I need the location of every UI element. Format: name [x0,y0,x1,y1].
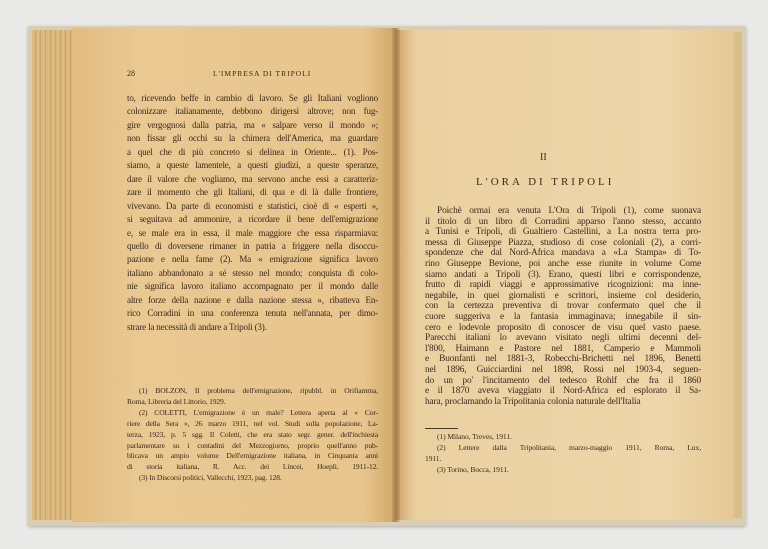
text-line: Parecchi italiani lo avevano visitato negli ultimi decenni del- [425,333,701,344]
text-line: messa di Giuseppe Piazza, studioso di cose coloniali (2), a corri- [425,237,701,248]
text-line: blicava un ampio volume Dell'emigrazione italiana, in Cinquanta anni [127,451,378,461]
text-line: Roma, Libreria del Littorio, 1929. [127,396,226,406]
text-line: do un po' l'incitamento del tedesco Rohlf che fra il 1860 [425,375,701,386]
text-line: a quel che di più concreto si delinea in Oriente... (1). Pos- [127,146,378,157]
text-line: to, ricevendo beffe in cambio di lavoro. Se gli Italiani vogliono [127,93,378,103]
text-line: a Tunisi e Tripoli, di Gualtiero Castellini, a La nostra terra pro- [425,227,701,238]
text-line: e il 1870 aveva viaggiato il Nord-Africa ed esplorato il Sa- [425,386,701,397]
text-line: nel 1896, Guicciardini nel 1898, Rossi nel 1903-4, seguen- [425,364,701,375]
chapter-number: II [540,152,547,163]
text-line: italiano abbandonato a sé stesso nel mondo; conquista di colo- [127,267,378,278]
text-line: (1) BOLZON, Il problema dell'emigrazione, ripubbl. in Orifiamma, [139,386,378,395]
text-line: e, se male era in essa, il male maggiore che essa risparmiava: [127,227,378,238]
page-number: 28 [127,69,135,78]
text-line: nie significa lavoro italiano accompagnato per il mondo dalle [127,281,378,292]
text-line: altre forze della nazione e dalla nazione stessa », ribatteva En- [127,294,378,305]
chapter-title: L'ORA DI TRIPOLI [476,176,615,188]
left-footnotes [127,386,378,484]
text-line: quello di doversene rimaner in patria a friggere nella disoccu- [127,240,378,251]
text-line: terza, 1923, p. 5 sgg. Il Coletti, che era stato segr. gener. dell'inchiesta [127,429,378,439]
text-line: zare il momento che gli Italiani, di qua e di là dalle frontiere, [127,187,378,198]
text-line: strare la necessità di andare a Tripoli (3). [127,321,267,332]
text-line: dare il valore che vogliamo, ma servono anche essi a caratteriz- [127,173,378,184]
text-line: l'800, Haimann e Pastore nel 1881, Camperio e Mammoli [425,343,701,354]
text-line: parlamentare su i contadini del Mezzogiorno, proprio quell'anno pub- [127,440,378,450]
text-line: 1911. [425,453,442,463]
text-line: (2) COLETTI, L'emigrazione è un male? Lettera aperta al « Cor- [139,407,378,417]
text-line: hara, proclamando la Tripolitania colonia naturale dell'Italia [425,396,641,407]
text-line: gire vergognosi dalla patria, ma « salpare verso il mondo »; [127,119,378,130]
left-body-text [127,92,378,334]
right-body-text [425,206,701,407]
text-line: cuore suggeriva e la fantasia immaginava; innegabile il sin- [425,311,701,322]
text-line: siamo andati a Tripoli (3). Erano, questi libri e corrispondenze, [425,269,701,280]
text-line: (3) Torino, Bocca, 1911. [437,464,509,474]
footnote-rule [425,428,458,429]
text-line: pazione e nella fame (2). Ma « emigrazione significa lavoro [127,254,378,265]
text-line: e Buonfanti nel 1881-3, Robecchi-Brichetti nel 1896, Benetti [425,354,701,365]
text-line: con la certezza preventiva di trovar confermato quel che il [425,301,701,312]
right-page-edges [734,32,742,518]
text-line: si seguitava ad ammonire, a ricordare il bene dell'emigrazione [127,214,378,225]
text-line: non fissar gli occhi su la chimera dell'America, ma guardare [127,133,378,144]
text-line: spondenze che dal Nord-Africa mandava a «La Stampa» di To- [425,248,701,259]
text-line: cero e lodevole proposito di conoscer de visu quel vasto paese. [425,322,701,333]
text-line: siamo, a queste lamentele, a questi giudizi, a queste speranze, [127,160,378,171]
running-head: L'IMPRESA DI TRIPOLI [213,69,312,78]
text-line: il titolo di un libro di Corradini apparso l'anno stesso, accanto [425,216,701,227]
text-line: rico Corradini in una conferenza tenuta nell'annata, per dimo- [127,308,378,319]
text-line: frutto di rapidi viaggi e approssimative ricognizioni: ma inne- [425,280,701,291]
text-line: (3) In Discorsi politici, Vallecchi, 1923, pag. 128. [139,473,282,483]
text-line: vivevano. Da parte di economisti e statistici, cioè di « esperti », [127,200,378,211]
book-gutter [392,28,400,522]
right-footnotes [425,432,701,476]
text-line: negabile, in quei giornalisti e scrittori, insieme col desiderio, [425,290,701,301]
text-line: (2) Lettere dalla Tripolitania, marzo-maggio 1911, Roma, Lux, [437,442,701,452]
text-line: Poichè ormai era venuta L'Ora di Tripoli (1), come suonava [437,206,701,216]
text-line: di storia italiana, R. Acc. dei Lincei, Hoepli, 1911-12. [127,462,378,472]
text-line: riere della Sera », 26 marzo 1911, nel vol. Studi sulla popolazione, La- [127,418,378,428]
text-line: (1) Milano, Treves, 1911. [437,432,512,441]
text-line: colonizzare italianamente, debbono dirigersi altrove; non fug- [127,106,378,117]
text-line: rino Giuseppe Bevione, poi anche esse riunite in volume Come [425,258,701,269]
